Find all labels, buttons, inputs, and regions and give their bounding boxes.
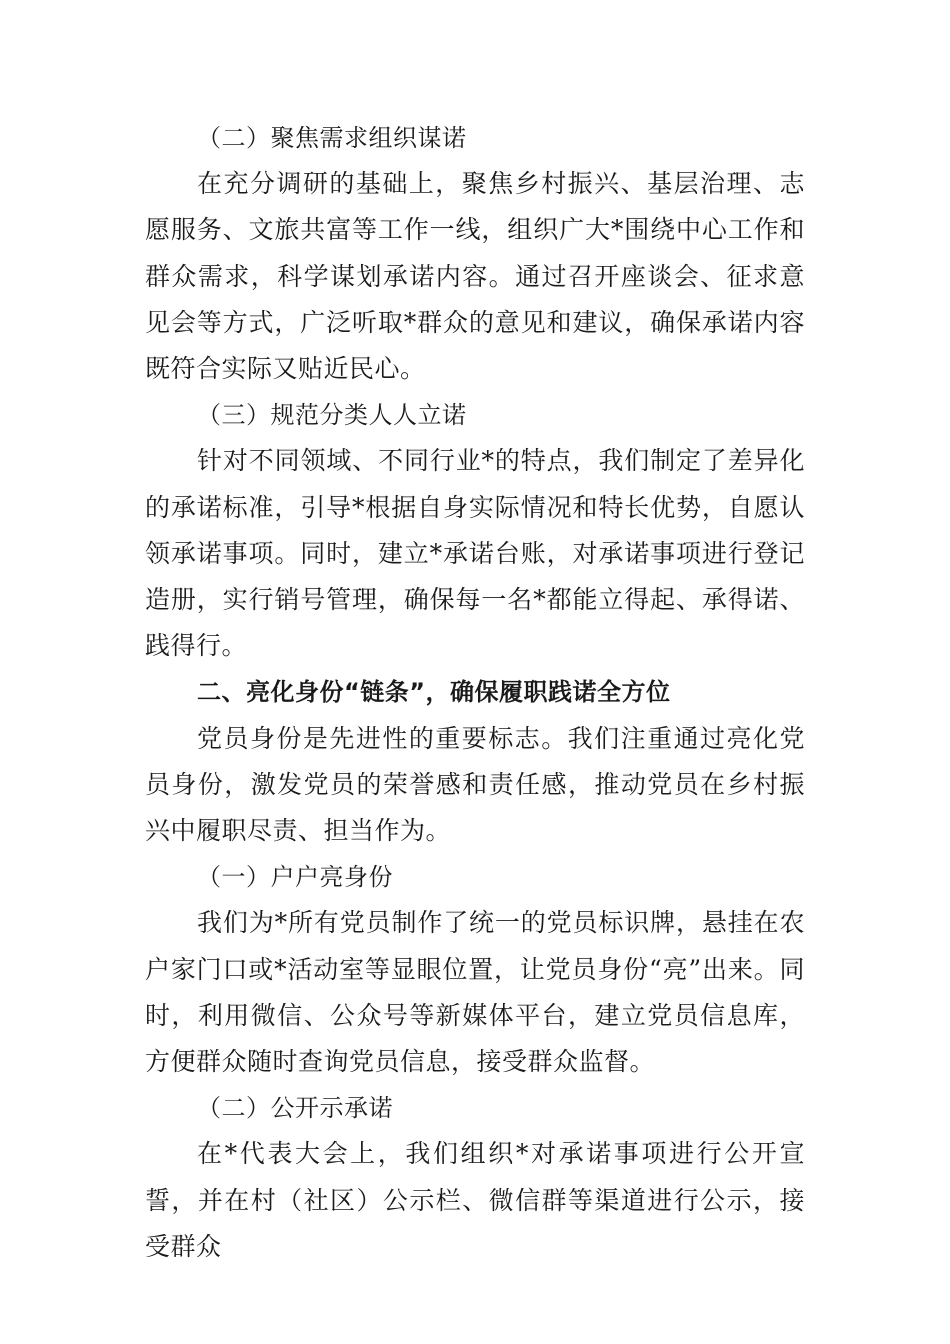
paragraph-identity-intro: 党员身份是先进性的重要标志。我们注重通过亮化党员身份，激发党员的荣誉感和责任感，推动党员在乡村振兴中履职尽责、担当作为。 xyxy=(145,723,805,846)
paragraph-standardize-classification: 针对不同领域、不同行业*的特点，我们制定了差异化的承诺标准，引导*根据自身实际情况和特长优势，自愿认领承诺事项。同时，建立*承诺台账，对承诺事项进行登记造册，实行销号管理，确保每一名*都能立得起、承得诺、践得行。 xyxy=(145,446,805,661)
paragraph-public-commitment: 在*代表大会上，我们组织*对承诺事项进行公开宣誓，并在村（社区）公示栏、微信群等渠道进行公示，接受群众 xyxy=(145,1139,805,1261)
paragraph-household-identity: 我们为*所有党员制作了统一的党员标识牌，悬挂在农户家门口或*活动室等显眼位置，让党员身份“亮”出来。同时，利用微信、公众号等新媒体平台，建立党员信息库，方便群众随时查询党员信息，接受群众监督。 xyxy=(145,908,805,1077)
subheading-standardize-classification: （三）规范分类人人立诺 xyxy=(197,401,467,430)
section-heading-identity-chain: 二、亮化身份“链条”，确保履职践诺全方位 xyxy=(197,678,671,707)
subheading-public-commitment: （二）公开示承诺 xyxy=(197,1094,393,1123)
subheading-household-identity: （一）户户亮身份 xyxy=(197,863,393,892)
document-body xyxy=(145,115,805,1270)
paragraph-focus-needs: 在充分调研的基础上，聚焦乡村振兴、基层治理、志愿服务、文旅共富等工作一线，组织广大*围绕中心工作和群众需求，科学谋划承诺内容。通过召开座谈会、征求意见会等方式，广泛听取*群众的意见和建议，确保承诺内容既符合实际又贴近民心。 xyxy=(145,169,805,384)
subheading-focus-needs: （二）聚焦需求组织谋诺 xyxy=(197,124,467,152)
